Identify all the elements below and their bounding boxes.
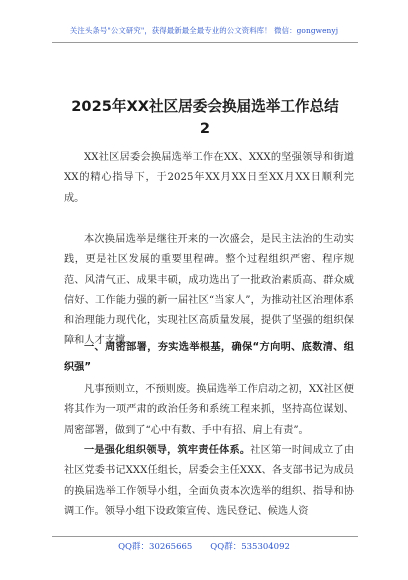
paragraph-organization xyxy=(64,441,354,522)
qq-group-1: QQ群：30265665 xyxy=(118,542,193,552)
title-line-2: 2 xyxy=(199,120,211,137)
qq-group-2: QQ群：535304092 xyxy=(210,542,290,552)
section-heading-1: 一、周密部署，夯实选举根基，确保“方向明、底数清、组织强” xyxy=(64,342,354,374)
footer-contact xyxy=(0,540,408,552)
header-notice: 关注头条号"公文研究"，获得最新最全最专业的公文资料库！ 微信：gongwenyj xyxy=(69,26,339,35)
footer-divider xyxy=(52,536,358,537)
document-title xyxy=(52,96,358,140)
paragraph-lead: 一是强化组织领导，筑牢责任体系。 xyxy=(84,445,251,456)
header-divider xyxy=(52,42,358,43)
paragraph-preparation: 凡事预则立，不预则废。换届选举工作启动之初，XX社区便将其作为一项严肃的政治任务和系统工程来抓，坚持高位谋划、周密部署，做到了“心中有数、手中有招、肩上有责”。 xyxy=(64,384,354,436)
title-line-1: 2025年XX社区居委会换届选举工作总结 xyxy=(71,98,339,115)
paragraph-body: 社区第一时间成立了由社区党委书记XXX任组长，居委会主任XXX、各支部书记为成员的换届选举工作领导小组，全面负责本次选举的组织、指导和协调工作。领导小组下设政策宣传、选民登记、候选人资 xyxy=(64,445,355,517)
paragraph-summary: 本次换届选举是继往开来的一次盛会，是民主法治的生动实践，更是社区发展的重要里程碑。整个过程组织严密、程序规范、风清气正、成果丰硕，成功选出了一批政治素质高、群众威信好、工作能力强的新一届社区“当家人”，为推动社区治理体系和治理能力现代化，实现社区高质量发展，提供了坚强的组织保障和人才支撑。 xyxy=(64,234,354,347)
paragraph-intro: XX社区居委会换届选举工作在XX、XXX的坚强领导和街道XX的精心指导下，于2025年XX月XX日至XX月XX日顺利完成。 xyxy=(64,152,354,204)
